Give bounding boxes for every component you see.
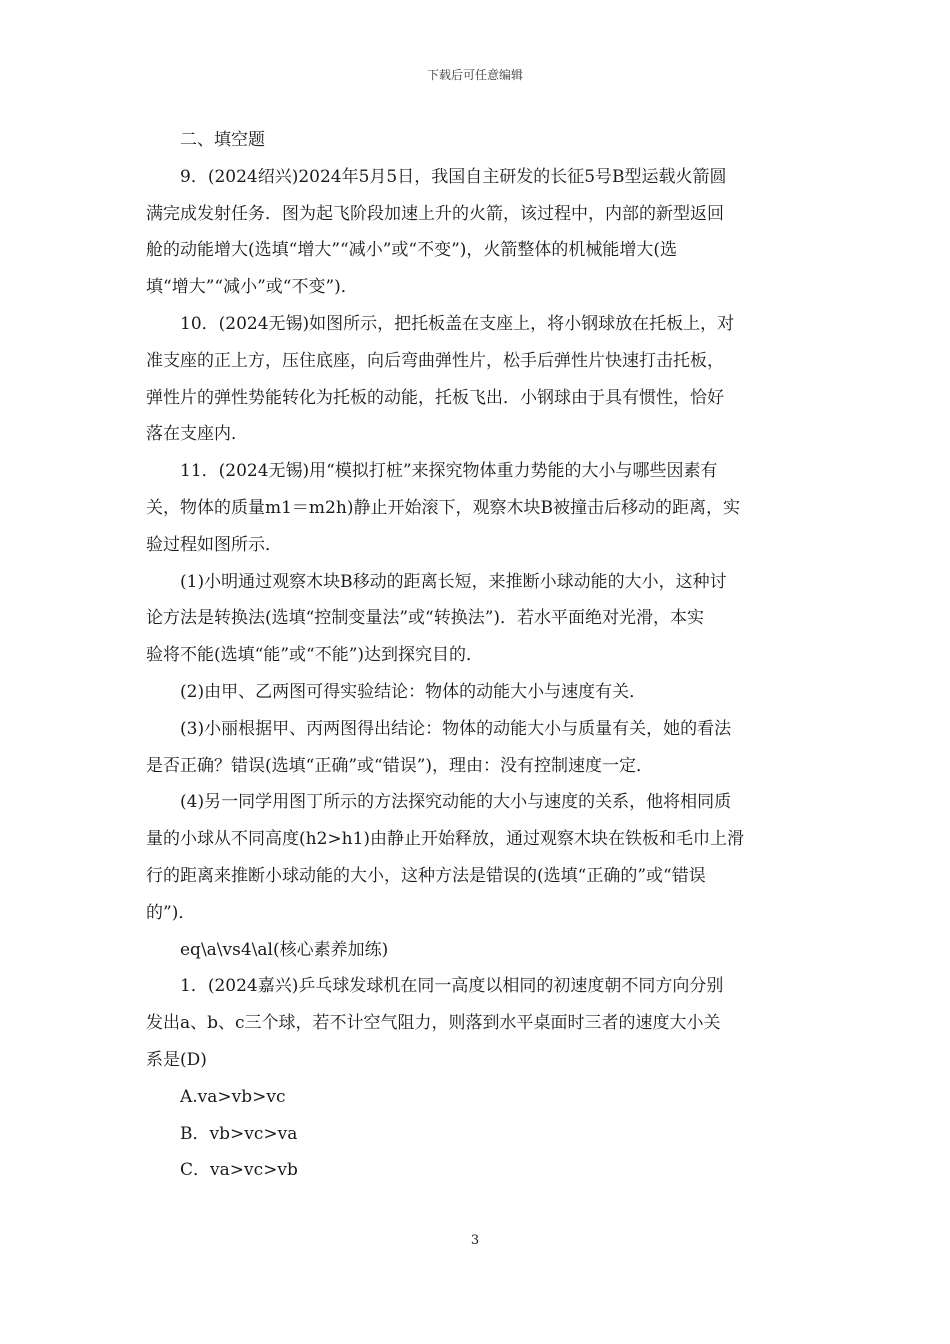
text-line: 系是(D) (146, 1049, 207, 1070)
text-line: 准支座的正上方，压住底座，向后弯曲弹性片，松手后弹性片快速打击托板， (146, 350, 724, 371)
text-line: A.va>vb>vc (180, 1086, 286, 1107)
page-header: 下载后可任意编辑 (426, 68, 523, 82)
text-line: C．va>vc>vb (180, 1160, 298, 1181)
text-line: 11．(2024无锡)用“模拟打桩”来探究物体重力势能的大小与哪些因素有 (180, 461, 718, 482)
text-line: 满完成发射任务．图为起飞阶段加速上升的火箭，该过程中，内部的新型返回 (146, 203, 724, 224)
text-line: 量的小球从不同高度(h2>h1)由静止开始释放，通过观察木块在铁板和毛巾上滑 (146, 829, 745, 850)
text-line: 9．(2024绍兴)2024年5月5日，我国自主研发的长征5号B型运载火箭圆 (180, 166, 727, 187)
text-line: 落在支座内． (146, 424, 248, 445)
text-line: 论方法是转换法(选填“控制变量法”或“转换法”)．若水平面绝对光滑，本实 (146, 608, 705, 629)
text-line: 发出a、b、c三个球，若不计空气阻力，则落到水平桌面时三者的速度大小关 (146, 1013, 721, 1034)
text-line: 关，物体的质量m1＝m2h)静止开始滚下，观察木块B被撞击后移动的距离，实 (146, 497, 740, 518)
document-body (146, 122, 814, 1189)
text-line: 行的距离来推断小球动能的大小，这种方法是错误的(选填“正确的”或“错误 (146, 865, 706, 886)
text-line: 弹性片的弹性势能转化为托板的动能，托板飞出．小钢球由于具有惯性，恰好 (146, 387, 724, 408)
text-line: (1)小明通过观察木块B移动的距离长短，来推断小球动能的大小，这种讨 (180, 571, 727, 592)
text-line: 舱的动能增大(选填“增大”“减小”或“不变”)，火箭整体的机械能增大(选 (146, 240, 678, 261)
text-line: 的”)． (146, 902, 196, 923)
text-line: 填“增大”“减小”或“不变”)． (146, 277, 358, 298)
text-line: 是否正确？错误(选填“正确”或“错误”)，理由：没有控制速度一定． (146, 755, 654, 776)
text-line: 验将不能(选填“能”或“不能”)达到探究目的． (146, 645, 484, 666)
text-line: 验过程如图所示． (146, 534, 282, 555)
text-line: 10．(2024无锡)如图所示，把托板盖在支座上，将小钢球放在托板上，对 (180, 313, 735, 334)
text-line: eq\a\vs4\al(核心素养加练) (180, 939, 389, 960)
text-line: 二、填空题 (180, 130, 265, 150)
text-line: B．vb>vc>va (180, 1123, 298, 1144)
text-line: (4)另一同学用图丁所示的方法探究动能的大小与速度的关系，他将相同质 (180, 792, 732, 813)
page-number: 3 (470, 1233, 480, 1248)
text-line: (3)小丽根据甲、丙两图得出结论：物体的动能大小与质量有关，她的看法 (180, 718, 732, 739)
text-line: (2)由甲、乙两图可得实验结论：物体的动能大小与速度有关． (180, 681, 647, 702)
text-line: 1．(2024嘉兴)乒乓球发球机在同一高度以相同的初速度朝不同方向分别 (180, 976, 724, 997)
